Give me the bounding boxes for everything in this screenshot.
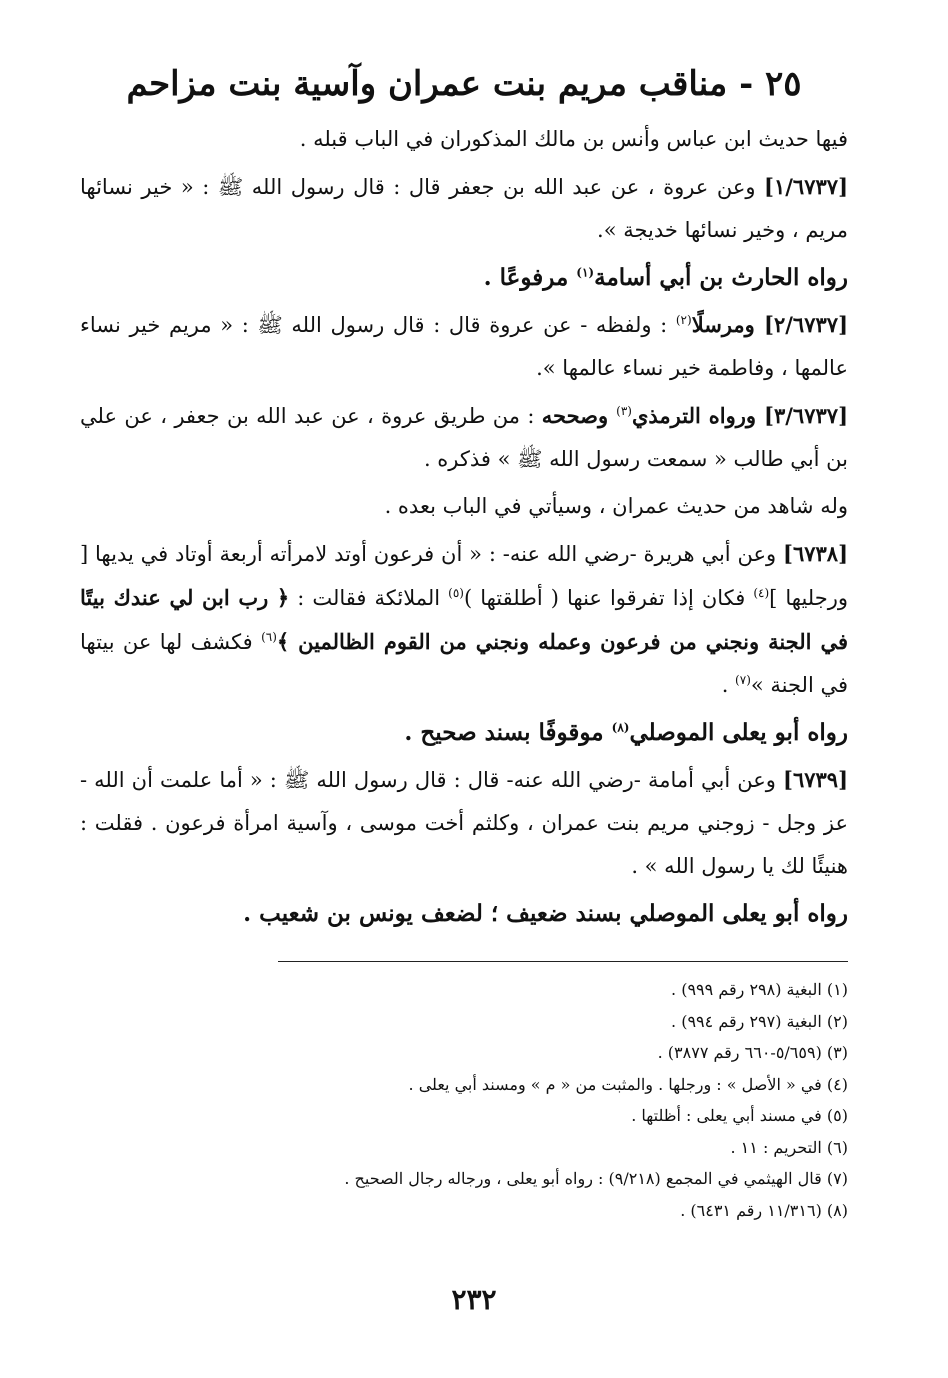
hadith-6739 [80, 758, 848, 888]
footnote-ref: (١) [576, 265, 595, 280]
footnote-ref: (٧) [735, 673, 751, 687]
hadith-text: : ولفظه - عن عروة قال : قال رسول الله ﷺ : « مريم خير نساء عالمها ، وفاطمة خير نساء عالمها ». [80, 313, 848, 380]
hadith-number: [٣/٦٧٣٧] [764, 403, 848, 428]
chapter-title: ٢٥ - مناقب مريم بنت عمران وآسية بنت مزاحم [126, 64, 802, 104]
narration-note-1 [80, 256, 848, 299]
hadith-6738 [80, 532, 848, 707]
narrator: رواه الحارث بن أبي أسامة [594, 264, 848, 291]
grade: وصححه [541, 403, 617, 428]
hadith-text-4: فكشف لها عن بيتها في الجنة » [80, 630, 848, 697]
hadith-text-1: وعن أبي هريرة -رضي الله عنه- : « أن فرعون أوتد لامرأته أربعة أوتاد في يديها [ ورجليها ] [80, 542, 849, 610]
hadith-text: وعن عروة ، عن عبد الله بن جعفر قال : قال رسول الله ﷺ : « خير نسائها مريم ، وخير نسائها خديجة ». [80, 175, 848, 242]
grade: مرفوعًا . [483, 264, 577, 291]
chapter-intro: فيها حديث ابن عباس وأنس بن مالك المذكوران في الباب قبله . [299, 127, 848, 151]
hadith-number: [٦٧٣٩] [783, 767, 848, 792]
footnote: (٤) في « الأصل » : ورجلها . والمثبت من « م » ومسند أبي يعلى . [408, 1074, 848, 1094]
footnote-ref: (٥) [448, 586, 464, 600]
footnote: (٣) (٥/٦٥٩-٦٦٠ رقم ٣٨٧٧) . [657, 1043, 848, 1062]
footnote-ref: (٤) [753, 586, 770, 600]
narration-note-2 [80, 711, 848, 754]
hadith-text-5: . [721, 673, 736, 697]
page-content [80, 62, 848, 1226]
footnote-ref: (٦) [261, 630, 277, 644]
narrator: رواه أبو يعلى الموصلي [629, 719, 848, 746]
narration-note-3: رواه أبو يعلى الموصلي بسند ضعيف ؛ لضعف يونس بن شعيب . [243, 900, 848, 927]
footnote: (٨) (١١/٣١٦ رقم ٦٤٣١) . [680, 1200, 848, 1220]
footnote: (٥) في مسند أبي يعلى : أظلتها . [631, 1106, 848, 1125]
hadith-text: : من طريق عروة ، عن عبد الله بن جعفر ، عن علي بن أبي طالب « سمعت رسول الله ﷺ » فذكره . [80, 404, 848, 471]
hadith-number: [١/٦٧٣٧] [764, 174, 848, 199]
narrator: ورواه الترمذي [631, 403, 765, 428]
footnote-ref: (٢) [675, 313, 692, 327]
page-number: ٢٣٢ [451, 1283, 497, 1316]
grade: موقوفًا بسند صحيح . [404, 719, 612, 746]
hadith-text: وعن أبي أمامة -رضي الله عنه- قال : قال رسول الله ﷺ : « أما علمت أن الله - عز وجل - زوجني مريم بنت عمران ، وكلثم أخت موسى ، وآسية امرأة فرعون . فقلت : هنيئًا لك يا رسول الله » . [80, 768, 848, 878]
hadith-6737-2 [80, 303, 848, 390]
footnote: (٦) التحريم : ١١ . [730, 1137, 848, 1157]
hadith-6737-3 [80, 394, 848, 481]
footnote: (١) البغية (٢٩٨ رقم ٩٩٩) . [671, 980, 848, 999]
hadith-number: [٢/٦٧٣٧] [764, 312, 848, 337]
hadith-6737-1 [80, 165, 848, 252]
narration-type: ومرسلًا [691, 312, 765, 337]
footnote-divider [278, 961, 848, 962]
footnote-ref: (٨) [611, 720, 630, 735]
quran-verse: ﴿ رب ابن لي عندك بيتًا في الجنة ونجني من فرعون وعمله ونجني من القوم الظالمين ﴾ [80, 585, 848, 654]
footnote: (٢) البغية (٢٩٧ رقم ٩٩٤) . [671, 1011, 848, 1031]
hadith-text-3: الملائكة فقالت : [289, 586, 449, 610]
footnote: (٧) قال الهيثمي في المجمع (٩/٢١٨) : رواه أبو يعلى ، ورجاله رجال الصحيح . [344, 1169, 848, 1188]
hadith-number: [٦٧٣٨] [783, 541, 848, 566]
hadith-text-2: فكان إذا تفرقوا عنها ( أطلقتها ) [463, 586, 754, 610]
witness-note: وله شاهد من حديث عمران ، وسيأتي في الباب بعده . [384, 494, 848, 518]
footnote-ref: (٣) [616, 404, 632, 418]
footnotes [80, 974, 848, 1226]
